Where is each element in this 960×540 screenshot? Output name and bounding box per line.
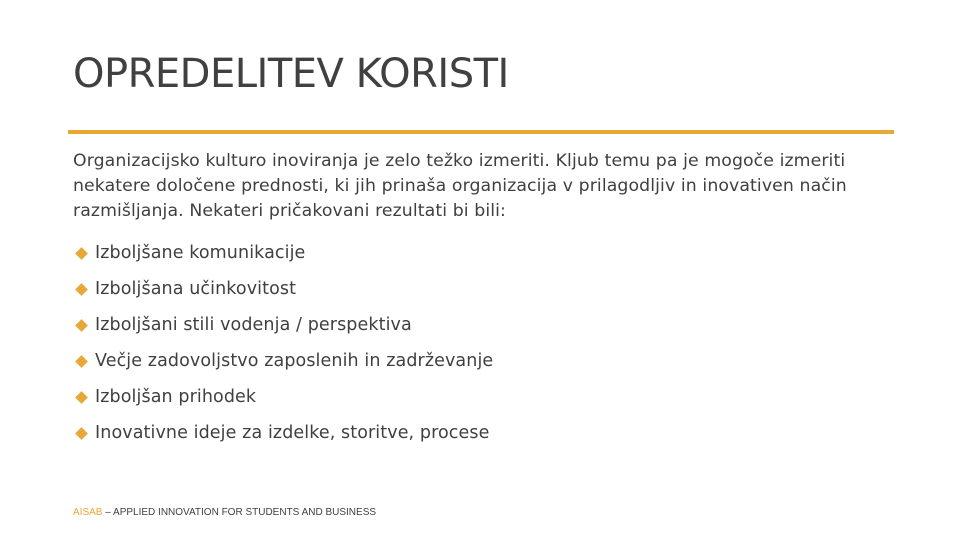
- list-item: [75, 415, 493, 451]
- footer-text: – APPLIED INNOVATION FOR STUDENTS AND BUSINESS: [102, 507, 377, 518]
- list-item-label: Izboljšani stili vodenja / perspektiva: [95, 315, 412, 335]
- list-item-label: Izboljšane komunikacije: [95, 243, 306, 263]
- list-item-label: Izboljšan prihodek: [95, 387, 257, 407]
- slide-footer: [73, 507, 376, 518]
- list-item: [75, 271, 493, 307]
- list-item: [75, 379, 493, 415]
- list-item: [75, 235, 493, 271]
- list-item-label: Izboljšana učinkovitost: [95, 279, 297, 299]
- list-item: [75, 307, 493, 343]
- title-divider: [68, 130, 894, 134]
- diamond-bullet-icon: [75, 283, 88, 296]
- diamond-bullet-icon: [75, 247, 88, 260]
- diamond-bullet-icon: [75, 319, 88, 332]
- list-item-label: Večje zadovoljstvo zaposlenih in zadrževanje: [95, 351, 494, 371]
- benefits-list: [75, 235, 493, 451]
- slide-title: OPREDELITEV KORISTI: [73, 51, 509, 97]
- footer-brand: AISAB: [73, 507, 103, 518]
- intro-paragraph: Organizacijsko kulturo inoviranja je zelo težko izmeriti. Kljub temu pa je mogoče izmeriti nekatere določene prednosti, ki jih prinaša organizacija v prilagodljiv in inovativen način razmišljanja. Nekateri pričakovani rezultati bi bili:: [73, 151, 847, 221]
- diamond-bullet-icon: [75, 391, 88, 404]
- list-item-label: Inovativne ideje za izdelke, storitve, procese: [95, 423, 490, 443]
- diamond-bullet-icon: [75, 355, 88, 368]
- list-item: [75, 343, 493, 379]
- diamond-bullet-icon: [75, 427, 88, 440]
